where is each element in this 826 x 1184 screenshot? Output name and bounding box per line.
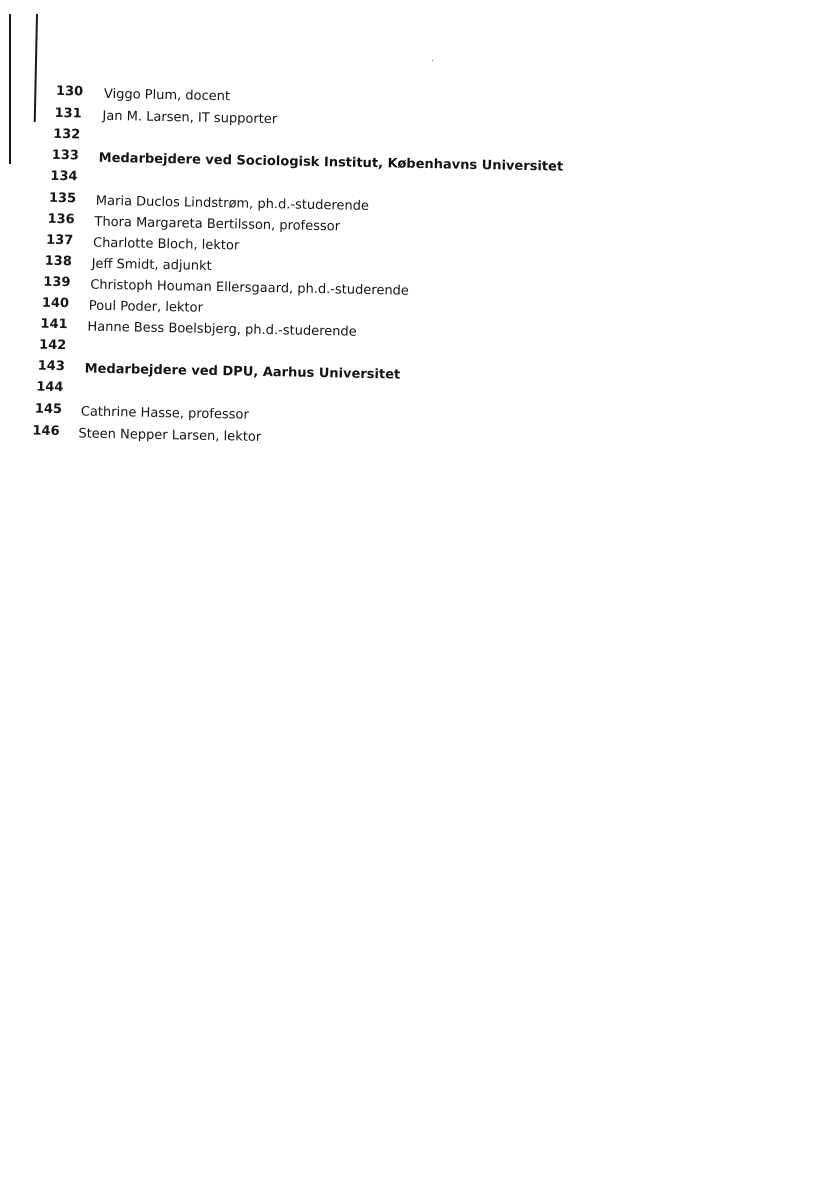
line-number: 144 (36, 380, 70, 396)
line-number: 132 (53, 127, 87, 143)
line-number: 136 (47, 212, 81, 228)
line-text: Charlotte Bloch, lektor (93, 236, 239, 254)
section-heading: Medarbejdere ved DPU, Aarhus Universitet (85, 362, 401, 383)
line-number: 143 (38, 359, 72, 375)
line-number: 133 (52, 148, 86, 164)
line-number: 137 (46, 233, 80, 249)
line-text: Steen Nepper Larsen, lektor (78, 426, 261, 445)
line-number: 135 (49, 191, 83, 207)
section-heading: Medarbejdere ved Sociologisk Institut, Københavns Universitet (99, 151, 564, 175)
line-number: 141 (40, 317, 74, 333)
line-text: Viggo Plum, docent (104, 87, 230, 104)
line-number: 138 (45, 254, 79, 270)
line-text: Maria Duclos Lindstrøm, ph.d.-studerende (96, 194, 369, 214)
line-text: Poul Poder, lektor (89, 299, 203, 316)
line-number: 134 (50, 169, 84, 185)
line-number: 140 (42, 296, 76, 312)
line-text: Hanne Bess Boelsbjerg, ph.d.-studerende (87, 320, 357, 340)
line-number: 131 (54, 106, 88, 122)
line-number: 146 (32, 424, 66, 440)
line-text: Christoph Houman Ellersgaard, ph.d.-studerende (90, 278, 409, 299)
line-text: Jeff Smidt, adjunkt (92, 257, 212, 274)
line-text: Cathrine Hasse, professor (81, 404, 249, 422)
line-number: 130 (56, 84, 90, 100)
line-number: 145 (35, 402, 69, 418)
line-text: Thora Margareta Bertilsson, professor (94, 215, 340, 235)
line-number: 142 (39, 338, 73, 354)
line-text: Jan M. Larsen, IT supporter (102, 109, 277, 127)
line-number: 139 (43, 275, 77, 291)
